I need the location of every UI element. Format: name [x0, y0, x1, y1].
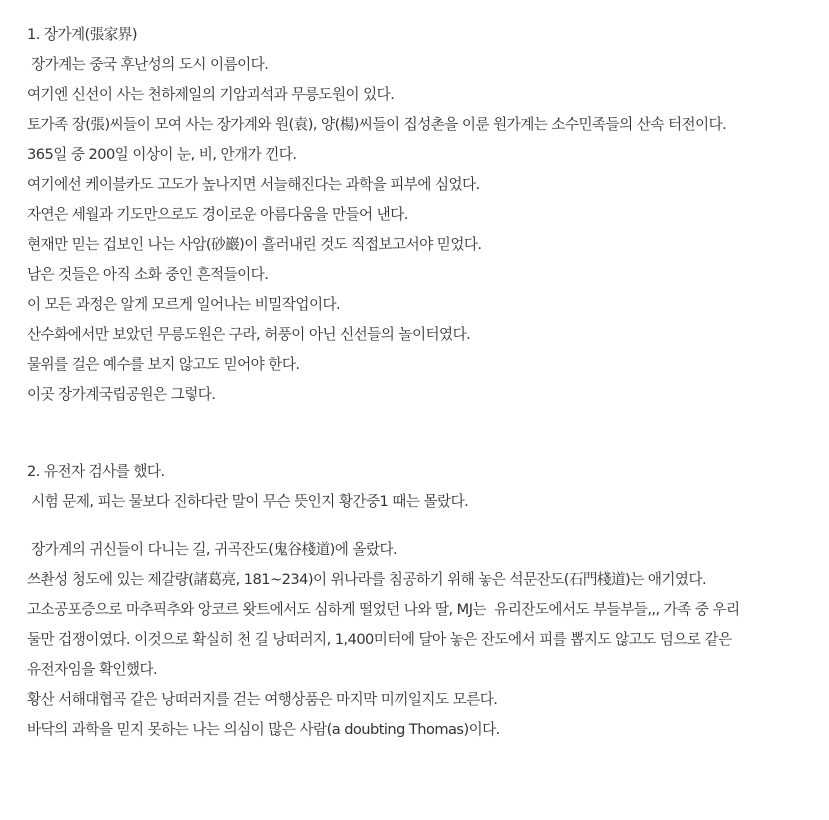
paragraph-line: 쓰촨성 청도에 있는 제갈량(諸葛亮, 181~234)이 위나라를 침공하기 위해 놓은 석문잔도(石門棧道)는 애기였다. [27, 571, 707, 588]
paragraph-line: 토가족 장(張)씨들이 모여 사는 장가계와 원(袁), 양(楊)씨들이 집성촌을 이룬 원가계는 소수민족들의 산속 터전이다. [27, 116, 727, 133]
paragraph-line: 물위를 걸은 예수를 보지 않고도 믿어야 한다. [27, 356, 300, 373]
section-spacer [27, 410, 829, 457]
paragraph-line: 이 모든 과정은 알게 모르게 일어나는 비밀작업이다. [27, 296, 341, 313]
paragraph-line: 바닥의 과학을 믿지 못하는 나는 의심이 많은 사람(a doubting Thomas)이다. [27, 721, 500, 738]
paragraph-line: 365일 중 200일 이상이 눈, 비, 안개가 낀다. [27, 146, 297, 163]
paragraph-line: 고소공포증으로 마추픽추와 앙코르 왓트에서도 심하게 떨었던 나와 딸, MJ는 유리잔도에서도 부들부들,,, 가족 중 우리 둘만 겁쟁이였다. 이것으로 확실히 천 길 낭떠러지, 1,400미터에 달아 놓은 잔도에서 피를 뽑지도 않고도 덤으로 같은 유전자임을 확인했다. [27, 601, 744, 678]
paragraph-line: 산수화에서만 보았던 무릉도원은 구라, 허풍이 아닌 신선들의 놀이터였다. [27, 326, 471, 343]
paragraph-line: 여기엔 신선이 사는 천하제일의 기암괴석과 무릉도원이 있다. [27, 86, 395, 103]
paragraph-line: 현재만 믿는 겁보인 나는 사암(砂巖)이 흘러내린 것도 직접보고서야 믿었다. [27, 236, 482, 253]
paragraph-line: 시험 문제, 피는 물보다 진하다란 말이 무슨 뜻인지 황간중1 때는 몰랐다. [27, 493, 469, 510]
paragraph-line: 황산 서해대협곡 같은 낭떠러지를 걷는 여행상품은 마지막 미끼일지도 모른다. [27, 691, 498, 708]
section-zhangjiajie [27, 20, 829, 410]
paragraph-line: 장가계의 귀신들이 다니는 길, 귀곡잔도(鬼谷棧道)에 올랐다. [27, 541, 398, 558]
paragraph-line: 장가계는 중국 후난성의 도시 이름이다. [27, 56, 269, 73]
paragraph-line: 이곳 장가계국립공원은 그렇다. [27, 386, 216, 403]
section-heading: 2. 유전자 검사를 했다. [27, 463, 165, 480]
paragraph-line: 남은 것들은 아직 소화 중인 흔적들이다. [27, 266, 269, 283]
section-dna-test [27, 457, 829, 745]
paragraph-line: 자연은 세월과 기도만으로도 경이로운 아름다움을 만들어 낸다. [27, 206, 408, 223]
section-heading: 1. 장가계(張家界) [27, 26, 137, 43]
paragraph-spacer [27, 517, 829, 535]
paragraph-line: 여기에선 케이블카도 고도가 높나지면 서늘해진다는 과학을 피부에 심었다. [27, 176, 480, 193]
